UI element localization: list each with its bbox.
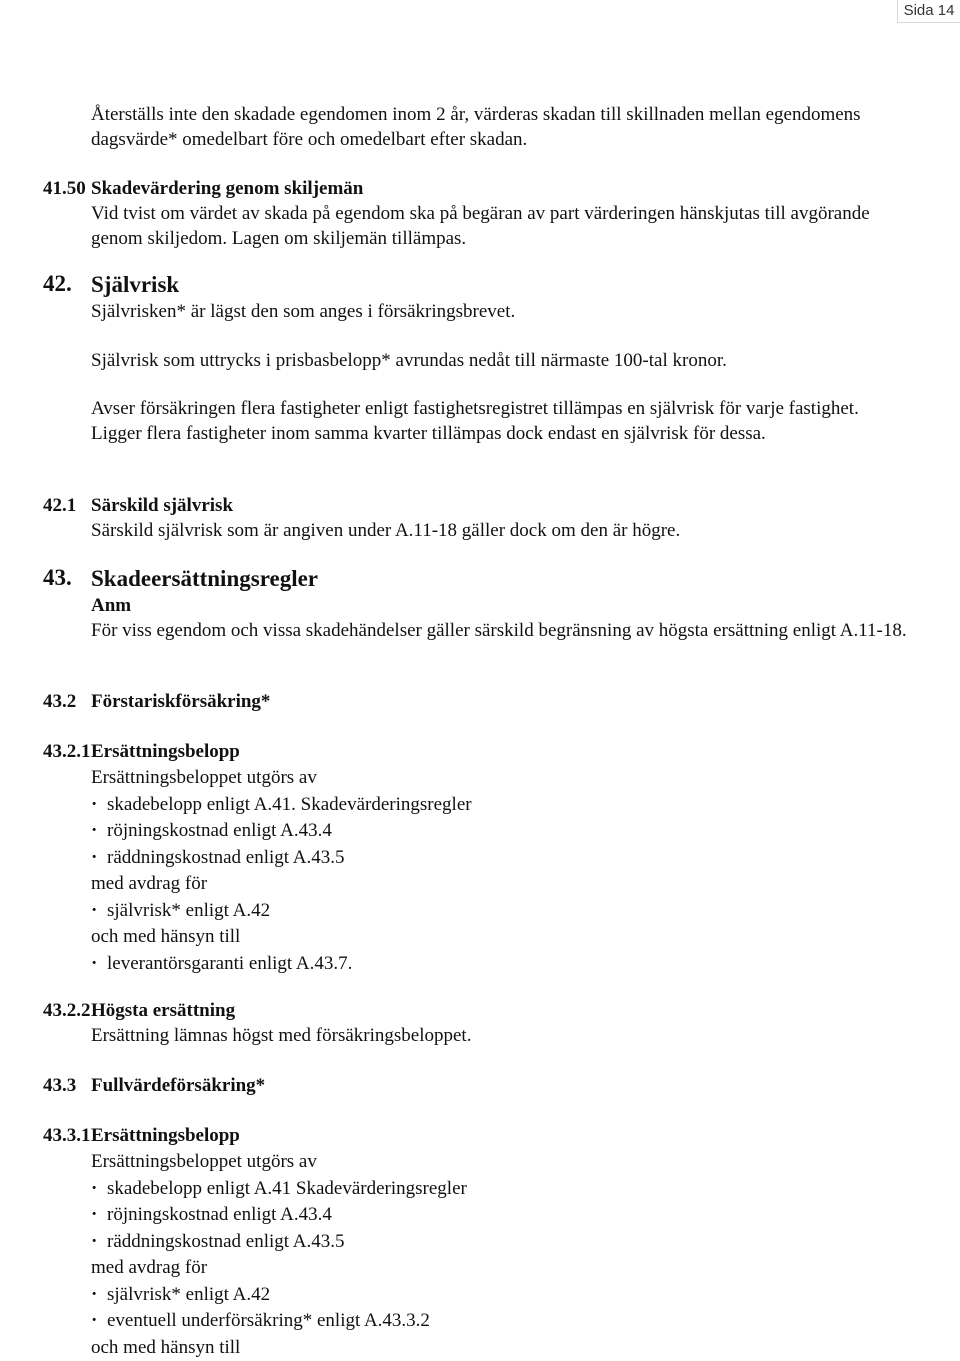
section-paragraph: Särskild självrisk som är angiven under A.11-18 gäller dock om den är högre. [91, 519, 911, 544]
note-label: Anm [91, 592, 911, 619]
list-connector: med avdrag för [91, 1255, 911, 1282]
bullet-list-a [91, 792, 911, 872]
list-item: · räddningskostnad enligt A.43.5 [91, 1229, 911, 1256]
list-connector: och med hänsyn till [91, 1335, 911, 1361]
list-item: · röjningskostnad enligt A.43.4 [91, 1202, 911, 1229]
section-number: 43.2 [43, 689, 76, 715]
intro-paragraph: Återställs inte den skadade egendomen inom 2 år, värderas skadan till skillnaden mellan egendomens dagsvärde* omedelbart före och omedelbart efter skadan. [91, 103, 911, 152]
section-number: 42. [43, 271, 72, 297]
section-number: 43.2.2 [43, 998, 91, 1024]
section-number: 43.3 [43, 1073, 76, 1099]
list-intro: Ersättningsbeloppet utgörs av [91, 1149, 911, 1176]
list-connector: och med hänsyn till [91, 924, 911, 951]
bullet-list-b [91, 1282, 911, 1335]
section-paragraph-1: Självrisken* är lägst den som anges i försäkringsbrevet. [91, 300, 911, 325]
list-intro: Ersättningsbeloppet utgörs av [91, 765, 911, 792]
section-title: Särskild självrisk [91, 493, 911, 519]
section-paragraph-3: Avser försäkringen flera fastigheter enligt fastighetsregistret tillämpas en självrisk för varje fastighet. Ligger flera fastigheter inom samma kvarter tillämpas dock endast en självrisk för dessa. [91, 397, 911, 446]
section-title: Skadeersättningsregler [91, 565, 911, 592]
section-number: 41.50 [43, 176, 86, 202]
section-title: Fullvärdeförsäkring* [91, 1073, 911, 1099]
bullet-list-c [91, 951, 911, 978]
section-title: Ersättningsbelopp [91, 1123, 911, 1149]
bullet-list-a [91, 1176, 911, 1256]
section-title: Skadevärdering genom skiljemän [91, 176, 911, 202]
section-number: 43.2.1 [43, 739, 91, 765]
section-paragraph: Vid tvist om värdet av skada på egendom ska på begäran av part värderingen hänskjutas till avgörande genom skiljedom. Lagen om skiljemän tillämpas. [91, 202, 911, 251]
list-item: · eventuell underförsäkring* enligt A.43.3.2 [91, 1308, 911, 1335]
section-number: 43. [43, 565, 72, 591]
list-item: · skadebelopp enligt A.41 Skadevärderingsregler [91, 1176, 911, 1203]
section-number: 43.3.1 [43, 1123, 91, 1149]
list-item: · räddningskostnad enligt A.43.5 [91, 845, 911, 872]
section-title: Högsta ersättning [91, 998, 911, 1024]
section-paragraph: Ersättning lämnas högst med försäkringsbeloppet. [91, 1024, 911, 1049]
list-item: · skadebelopp enligt A.41. Skadevärderingsregler [91, 792, 911, 819]
section-number: 42.1 [43, 493, 76, 519]
section-paragraph: För viss egendom och vissa skadehändelser gäller särskild begränsning av högsta ersättning enligt A.11-18. [91, 619, 911, 644]
list-connector: med avdrag för [91, 871, 911, 898]
section-title: Förstariskförsäkring* [91, 689, 911, 715]
list-item: · självrisk* enligt A.42 [91, 898, 911, 925]
page-number-label: Sida 14 [897, 0, 960, 23]
section-title: Ersättningsbelopp [91, 739, 911, 765]
section-title: Självrisk [91, 271, 911, 299]
list-item: · självrisk* enligt A.42 [91, 1282, 911, 1309]
section-paragraph-2: Självrisk som uttrycks i prisbasbelopp* avrundas nedåt till närmaste 100-tal kronor. [91, 349, 911, 374]
bullet-list-b [91, 898, 911, 925]
list-item: · leverantörsgaranti enligt A.43.7. [91, 951, 911, 978]
list-item: · röjningskostnad enligt A.43.4 [91, 818, 911, 845]
